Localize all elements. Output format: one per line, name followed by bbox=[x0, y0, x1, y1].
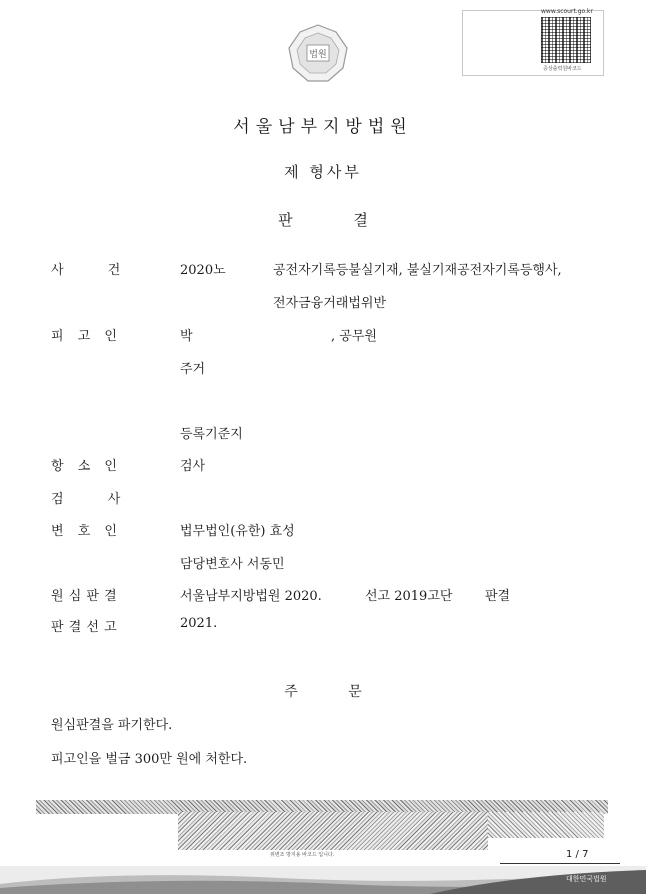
order-line-1: 원심판결을 파기한다. bbox=[51, 718, 173, 733]
defendant-label: 피 고 인 bbox=[51, 329, 117, 344]
original-court: 서울남부지방법원 2020. bbox=[180, 589, 322, 604]
bottom-wave-graphic bbox=[0, 866, 646, 894]
court-name: 서울남부지방법원 bbox=[233, 117, 413, 137]
court-url: www.scourt.go.kr bbox=[541, 8, 593, 15]
residence-label: 주거 bbox=[180, 362, 206, 377]
original-case-number: 선고 2019고단 bbox=[365, 589, 453, 604]
registration-label: 등록기준지 bbox=[180, 427, 243, 442]
defendant-name: 박 bbox=[180, 329, 193, 344]
appellant-label: 항 소 인 bbox=[51, 459, 117, 474]
counsel-attorney: 담당변호사 서동민 bbox=[180, 557, 285, 572]
issuer-name: 대한민국법원 bbox=[566, 875, 607, 883]
case-charge-line-1: 공전자기록등불실기재, 불실기재공전자기록등행사, bbox=[273, 263, 562, 278]
counsel-firm: 법무법인(유한) 효성 bbox=[180, 524, 295, 539]
order-title: 주 문 bbox=[284, 684, 362, 700]
footer-barcode-block-right bbox=[488, 812, 604, 838]
case-charge-line-2: 전자금융거래법위반 bbox=[273, 296, 387, 311]
footer-barcode-block bbox=[178, 812, 488, 850]
case-number: 2020노 bbox=[180, 263, 226, 278]
barcode-caption: 증상출력원바코드 bbox=[543, 66, 582, 72]
original-judgment-label: 원 심 판 결 bbox=[51, 589, 117, 604]
order-line-2: 피고인을 벌금 300만 원에 처한다. bbox=[51, 752, 248, 767]
court-seal-logo bbox=[286, 22, 350, 86]
document-title: 판 결 bbox=[278, 211, 368, 229]
bottom-band bbox=[0, 866, 646, 894]
qr-barcode bbox=[541, 17, 591, 63]
seal-text: 법원 bbox=[309, 50, 327, 60]
sentencing-label: 판 결 선 고 bbox=[51, 620, 117, 635]
defendant-occupation: , 공무원 bbox=[331, 329, 377, 344]
original-judgment-suffix: 판결 bbox=[485, 589, 511, 604]
page-number-rule bbox=[500, 863, 620, 864]
footer-note: 위변조 방지용 바코드 입니다. bbox=[270, 852, 335, 858]
case-label: 사 건 bbox=[51, 263, 121, 278]
division-name: 제 형사부 bbox=[284, 163, 362, 181]
page-number: 1 / 7 bbox=[566, 849, 589, 860]
prosecutor-label: 검 사 bbox=[51, 492, 121, 507]
counsel-label: 변 호 인 bbox=[51, 524, 117, 539]
appellant-value: 검사 bbox=[180, 459, 206, 474]
sentencing-date: 2021. bbox=[180, 616, 218, 631]
